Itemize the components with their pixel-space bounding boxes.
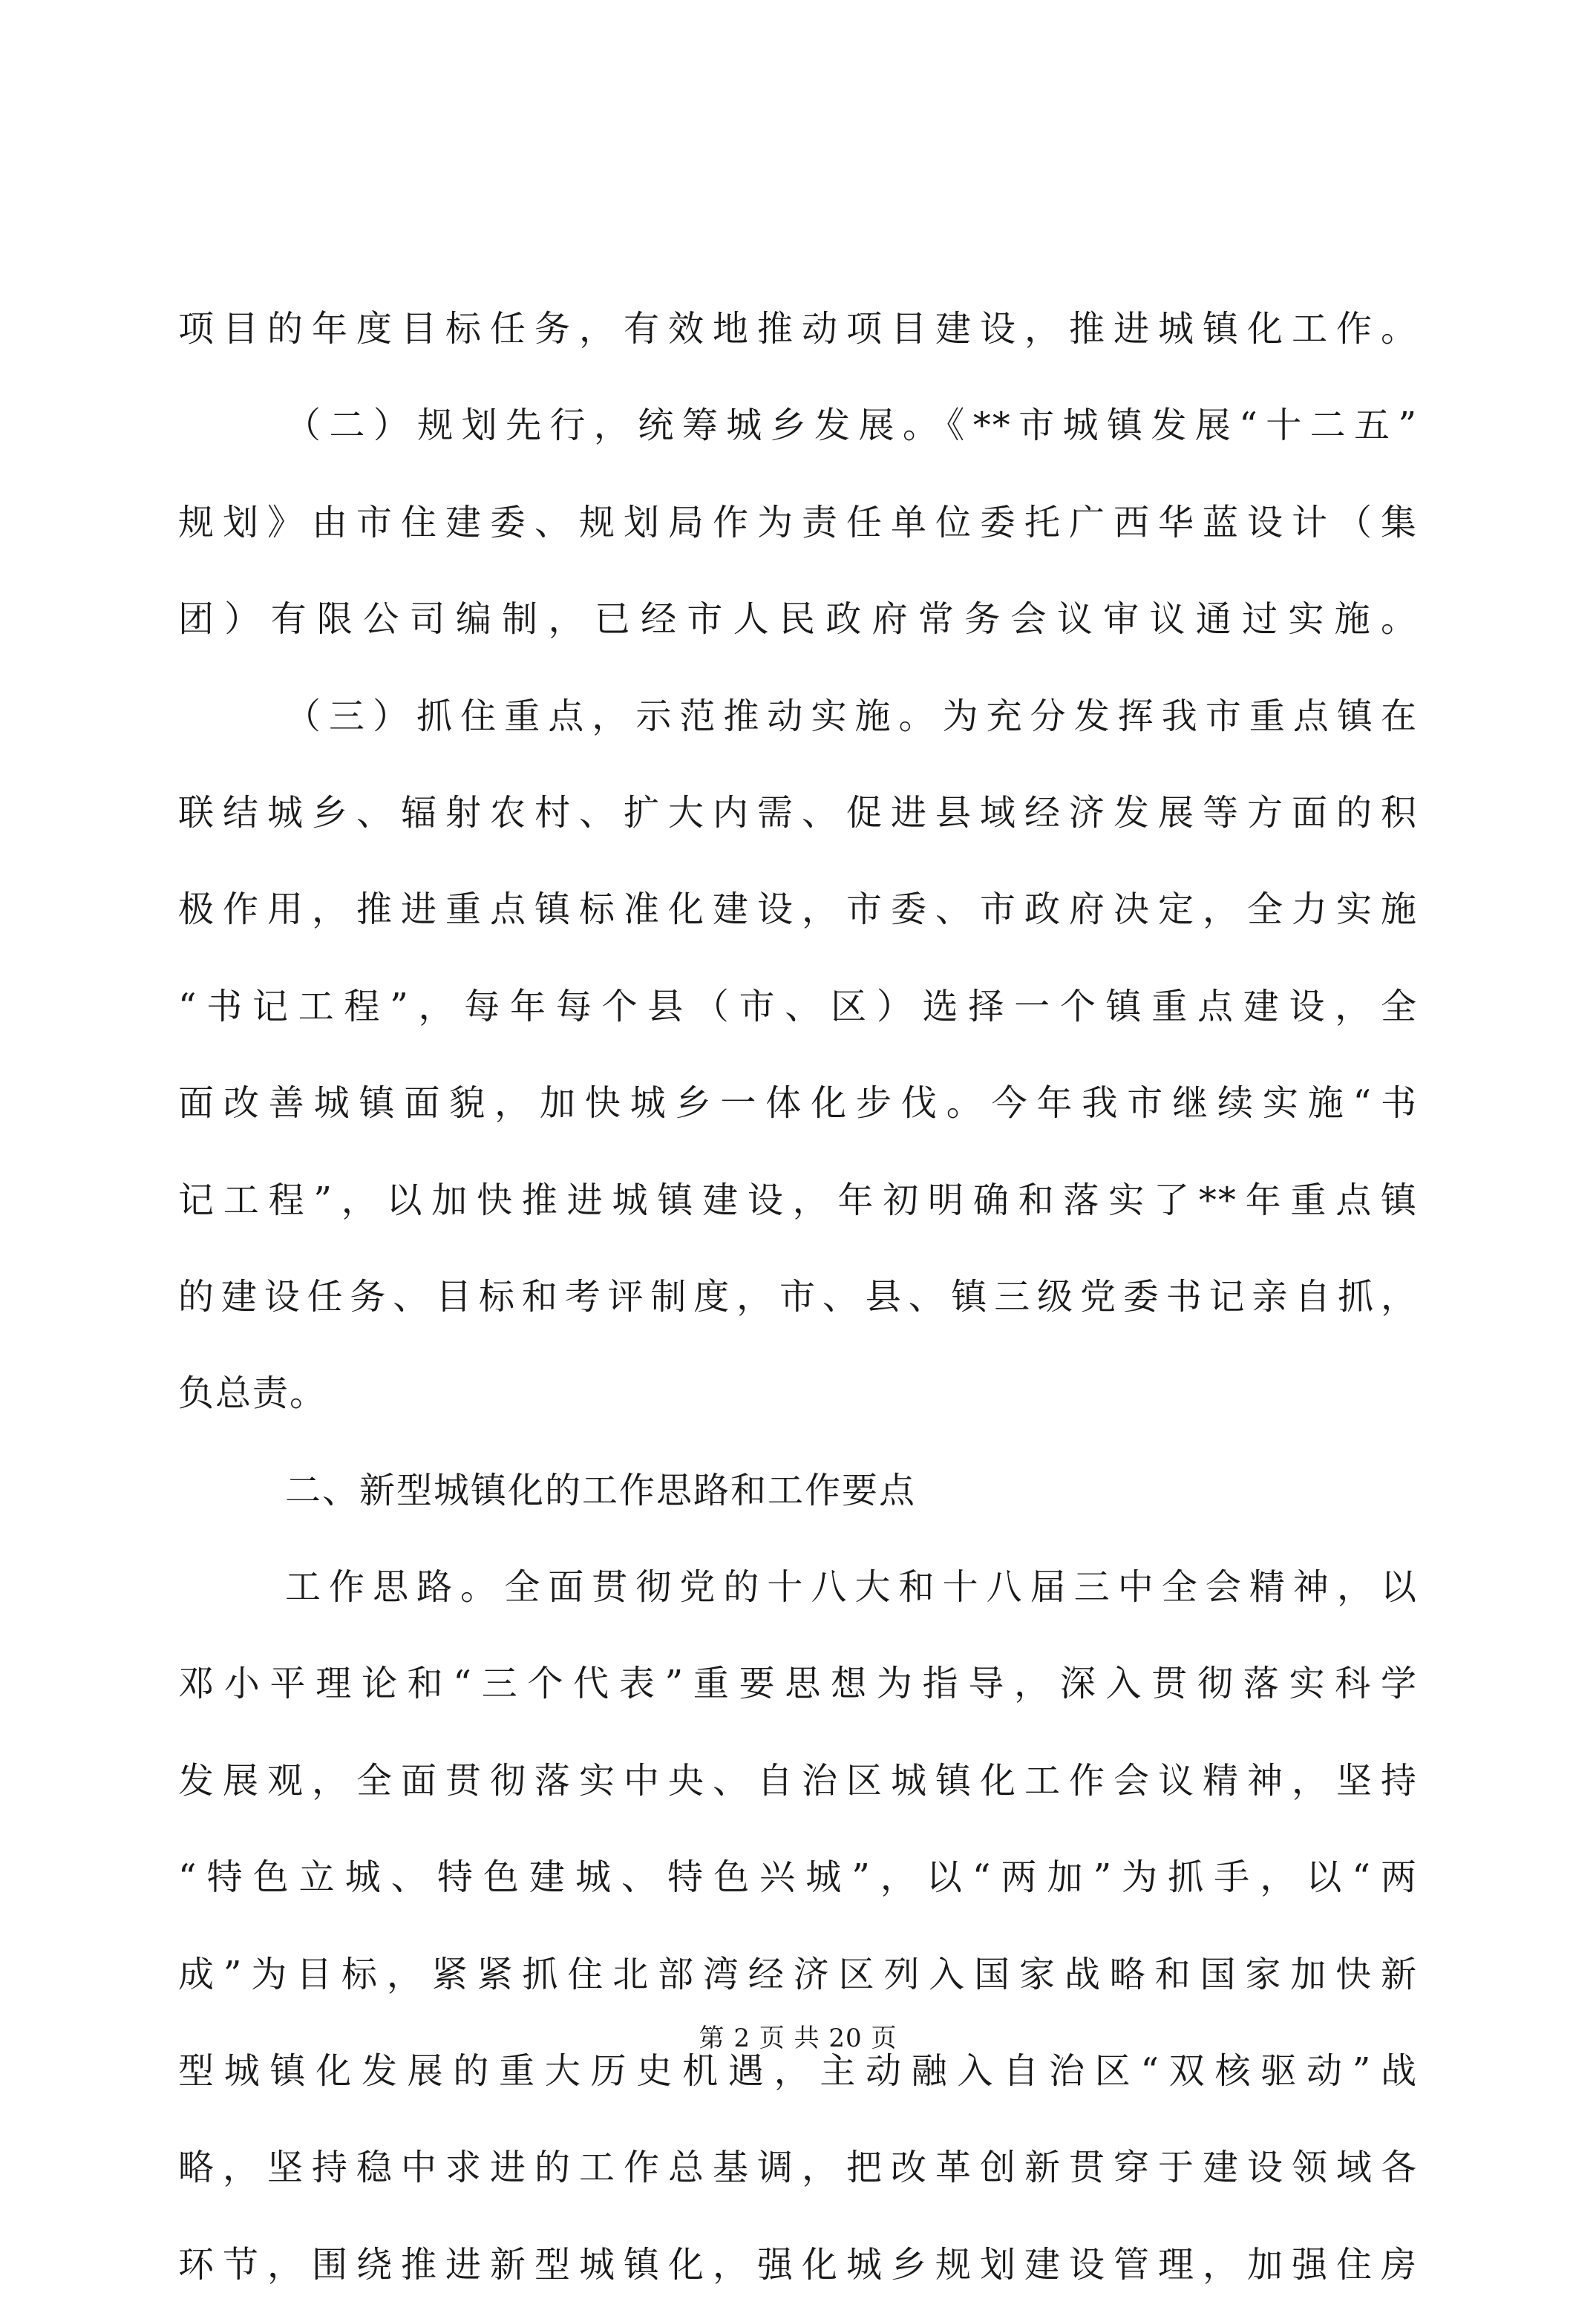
text-line: 规划》由市住建委、规划局作为责任单位委托广西华蓝设计（集 [178, 501, 1418, 543]
text-line: 成”为目标，紧紧抓住北部湾经济区列入国家战略和国家加快新 [178, 1953, 1418, 1995]
text-line: “特色立城、特色建城、特色兴城”，以“两加”为抓手，以“两 [178, 1856, 1418, 1899]
text-line: 邓小平理论和“三个代表”重要思想为指导，深入贯彻落实科学 [178, 1663, 1418, 1705]
text-line: 项目的年度目标任务，有效地推动项目建设，推进城镇化工作。 [178, 308, 1418, 350]
text-line: 联结城乡、辐射农村、扩大内需、促进县域经济发展等方面的积 [178, 791, 1418, 834]
paragraph-heading-line: 工作思路。全面贯彻党的十八大和十八届三中全会精神，以 [285, 1566, 1418, 1609]
text-line: 面改善城镇面貌，加快城乡一体化步伐。今年我市继续实施“书 [178, 1082, 1418, 1125]
text-line: 记工程”，以加快推进城镇建设，年初明确和落实了**年重点镇 [178, 1179, 1418, 1221]
text-line: 环节，围绕推进新型城镇化，强化城乡规划建设管理，加强住房 [178, 2243, 1418, 2286]
text-line: 略，坚持稳中求进的工作总基调，把改革创新贯穿于建设领域各 [178, 2147, 1418, 2189]
document-body [178, 281, 1418, 2313]
paragraph-heading-line: （二）规划先行，统筹城乡发展。《**市城镇发展“十二五” [285, 405, 1418, 447]
text-line: 负总责。 [178, 1373, 327, 1415]
page-number-footer: 第 2 页 共 20 页 [699, 2024, 897, 2053]
text-line: “书记工程”，每年每个县（市、区）选择一个镇重点建设，全 [178, 985, 1418, 1027]
paragraph-heading-line: （三）抓住重点，示范推动实施。为充分发挥我市重点镇在 [285, 695, 1418, 737]
text-line: 发展观，全面贯彻落实中央、自治区城镇化工作会议精神，坚持 [178, 1759, 1418, 1802]
text-line: 型城镇化发展的重大历史机遇，主动融入自治区“双核驱动”战 [178, 2050, 1418, 2093]
text-line: 的建设任务、目标和考评制度，市、县、镇三级党委书记亲自抓， [178, 1275, 1418, 1318]
text-line: 团）有限公司编制，已经市人民政府常务会议审议通过实施。 [178, 598, 1418, 641]
section-heading: 二、新型城镇化的工作思路和工作要点 [285, 1469, 917, 1511]
text-line: 极作用，推进重点镇标准化建设，市委、市政府决定，全力实施 [178, 889, 1418, 931]
